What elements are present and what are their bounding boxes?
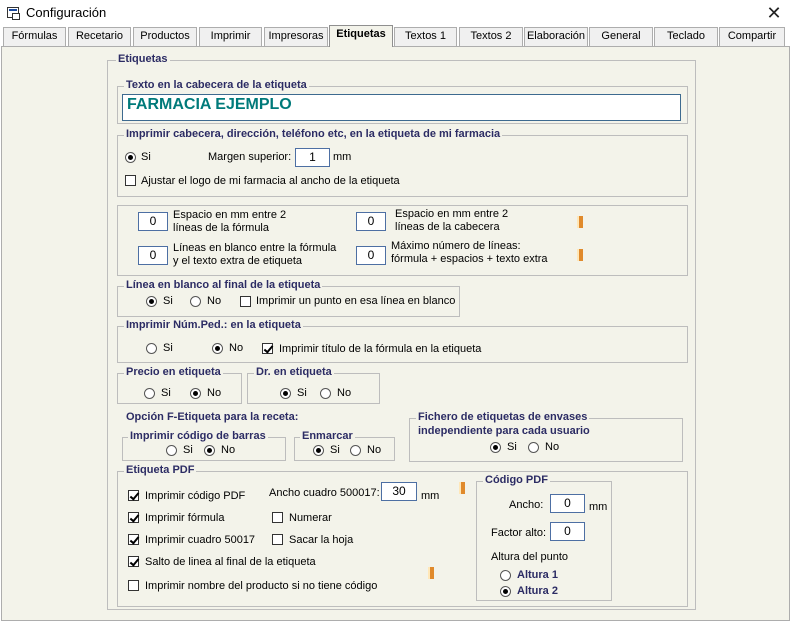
enmarcar-si-radio[interactable] <box>313 445 324 456</box>
numerar-label: Numerar <box>289 512 332 524</box>
tab-compartir[interactable]: Compartir <box>719 27 785 46</box>
app-icon <box>7 7 19 18</box>
linea-blanco-no-label: No <box>207 295 222 307</box>
num-ped-si-radio[interactable] <box>146 343 157 354</box>
tab-recetario[interactable]: Recetario <box>68 27 131 46</box>
linea-blanco-group-title: Línea en blanco al final de la etiqueta <box>126 279 321 291</box>
close-icon[interactable]: ✕ <box>766 3 782 23</box>
dr-si-label: Si <box>297 387 307 399</box>
numerar-checkbox[interactable] <box>272 512 283 523</box>
cabecera-text-input[interactable]: FARMACIA EJEMPLO <box>122 94 681 121</box>
imprimir-titulo-checkbox[interactable] <box>262 343 273 354</box>
fichero-no-label: No <box>545 441 560 453</box>
imprimir-cuadro-checkbox[interactable] <box>128 534 139 545</box>
cabecera-group-title: Texto en la cabecera de la etiqueta <box>126 79 307 91</box>
fichero-si-radio[interactable] <box>490 442 501 453</box>
dr-no-label: No <box>337 387 352 399</box>
enmarcar-no-radio[interactable] <box>350 445 361 456</box>
ancho-cuadro-input[interactable]: 30 <box>381 482 417 501</box>
tab-imprimir[interactable]: Imprimir <box>199 27 262 46</box>
imprimir-punto-checkbox[interactable] <box>240 296 251 307</box>
fichero-title-2: independiente para cada usuario <box>418 425 590 437</box>
lineas-blanco-input[interactable]: 0 <box>138 246 168 265</box>
tab-textos-2[interactable]: Textos 2 <box>459 27 523 46</box>
factor-alto-label: Factor alto: <box>491 527 547 539</box>
num-ped-no-label: No <box>229 342 244 354</box>
lineas-blanco-label-1: Líneas en blanco entre la fórmula <box>173 242 337 254</box>
codigo-pdf-ancho-label: Ancho: <box>509 499 544 511</box>
tab-formulas[interactable]: Fórmulas <box>3 27 66 46</box>
dr-group <box>247 366 380 404</box>
margen-superior-unit: mm <box>333 151 352 163</box>
altura-2-label: Altura 2 <box>517 585 558 597</box>
fichero-no-radio[interactable] <box>528 442 539 453</box>
nombre-producto-label: Imprimir nombre del producto si no tiene código <box>145 580 378 592</box>
linea-blanco-no-radio[interactable] <box>190 296 201 307</box>
sacar-hoja-checkbox[interactable] <box>272 534 283 545</box>
margen-superior-input[interactable]: 1 <box>295 148 330 167</box>
dr-group-title: Dr. en etiqueta <box>256 366 332 378</box>
codigo-pdf-group <box>476 474 612 601</box>
max-lineas-button[interactable] <box>577 249 583 261</box>
espacio-formula-input[interactable]: 0 <box>138 212 168 231</box>
nombre-producto-button[interactable] <box>428 567 434 579</box>
precio-si-label: Si <box>161 387 171 399</box>
tab-general[interactable]: General <box>589 27 653 46</box>
ancho-cuadro-label: Ancho cuadro 500017: <box>269 487 380 499</box>
enmarcar-si-label: Si <box>330 444 340 456</box>
imprimir-titulo-label: Imprimir título de la fórmula en la etiqueta <box>279 343 482 355</box>
imprimir-cabecera-group <box>117 128 688 197</box>
altura-punto-label: Altura del punto <box>491 551 569 563</box>
imprimir-formula-checkbox[interactable] <box>128 512 139 523</box>
imprimir-cabecera-si-label: Si <box>141 151 151 163</box>
salto-linea-checkbox[interactable] <box>128 556 139 567</box>
window-title: Configuración <box>26 5 107 20</box>
imprimir-codigo-pdf-checkbox[interactable] <box>128 490 139 501</box>
fichero-title-1: Fichero de etiquetas de envases <box>418 411 588 423</box>
dr-si-radio[interactable] <box>280 388 291 399</box>
codigo-pdf-ancho-input[interactable]: 0 <box>550 494 585 513</box>
num-ped-group-title: Imprimir Núm.Ped.: en la etiqueta <box>126 319 301 331</box>
opcion-f-title: Opción F-Etiqueta para la receta: <box>126 411 299 423</box>
espacio-formula-label-2: líneas de la fórmula <box>173 222 269 234</box>
max-lineas-label-2: fórmula + espacios + texto extra <box>391 253 548 265</box>
tab-elaboracion[interactable]: Elaboración <box>524 27 588 46</box>
max-lineas-label-1: Máximo número de líneas: <box>391 240 521 252</box>
margen-superior-label: Margen superior: <box>208 151 292 163</box>
imprimir-cabecera-group-title: Imprimir cabecera, dirección, teléfono etc, en la etiqueta de mi farmacia <box>126 128 501 140</box>
precio-no-radio[interactable] <box>190 388 201 399</box>
enmarcar-group-title: Enmarcar <box>302 430 353 442</box>
espacio-cabecera-button[interactable] <box>577 216 583 228</box>
espacio-cabecera-label-2: líneas de la cabecera <box>395 221 500 233</box>
tab-impresoras[interactable]: Impresoras <box>264 27 328 46</box>
espacio-formula-label-1: Espacio en mm entre 2 <box>173 209 287 221</box>
ancho-cuadro-unit: mm <box>421 490 440 502</box>
linea-blanco-si-radio[interactable] <box>146 296 157 307</box>
codigo-barras-si-radio[interactable] <box>166 445 177 456</box>
salto-linea-label: Salto de linea al final de la etiqueta <box>145 556 316 568</box>
altura-1-radio[interactable] <box>500 570 511 581</box>
codigo-barras-group-title: Imprimir código de barras <box>130 430 266 442</box>
codigo-barras-no-label: No <box>221 444 236 456</box>
imprimir-formula-label: Imprimir fórmula <box>145 512 225 524</box>
linea-blanco-si-label: Si <box>163 295 173 307</box>
tab-teclado[interactable]: Teclado <box>654 27 718 46</box>
num-ped-no-radio[interactable] <box>212 343 223 354</box>
fichero-si-label: Si <box>507 441 517 453</box>
etiquetas-group-title: Etiquetas <box>118 53 168 65</box>
tab-productos[interactable]: Productos <box>133 27 197 46</box>
etiqueta-pdf-group-title: Etiqueta PDF <box>126 464 195 476</box>
espacio-cabecera-input[interactable]: 0 <box>356 212 386 231</box>
enmarcar-no-label: No <box>367 444 382 456</box>
codigo-pdf-group-title: Código PDF <box>485 474 548 486</box>
precio-group <box>117 366 242 404</box>
max-lineas-input[interactable]: 0 <box>356 246 386 265</box>
title-bar <box>0 0 791 26</box>
tab-textos-1[interactable]: Textos 1 <box>394 27 457 46</box>
lineas-blanco-label-2: y el texto extra de etiqueta <box>173 255 303 267</box>
codigo-pdf-ancho-unit: mm <box>589 501 608 513</box>
codigo-barras-no-radio[interactable] <box>204 445 215 456</box>
dr-no-radio[interactable] <box>320 388 331 399</box>
imprimir-cuadro-label: Imprimir cuadro 50017 <box>145 534 256 546</box>
precio-no-label: No <box>207 387 222 399</box>
ajustar-logo-checkbox[interactable] <box>125 175 136 186</box>
num-ped-si-label: Si <box>163 342 173 354</box>
imprimir-punto-label: Imprimir un punto en esa línea en blanco <box>256 295 456 307</box>
imprimir-cabecera-si-radio[interactable] <box>125 152 136 163</box>
precio-group-title: Precio en etiqueta <box>126 366 221 378</box>
codigo-barras-si-label: Si <box>183 444 193 456</box>
factor-alto-input[interactable]: 0 <box>550 522 585 541</box>
altura-2-radio[interactable] <box>500 586 511 597</box>
sacar-hoja-label: Sacar la hoja <box>289 534 354 546</box>
altura-1-label: Altura 1 <box>517 569 558 581</box>
imprimir-codigo-pdf-label: Imprimir código PDF <box>145 490 246 502</box>
tab-etiquetas[interactable]: Etiquetas <box>329 25 393 47</box>
precio-si-radio[interactable] <box>144 388 155 399</box>
ajustar-logo-label: Ajustar el logo de mi farmacia al ancho de la etiqueta <box>141 175 400 187</box>
nombre-producto-checkbox[interactable] <box>128 580 139 591</box>
espacio-cabecera-label-1: Espacio en mm entre 2 <box>395 208 509 220</box>
ancho-cuadro-button[interactable] <box>459 482 465 494</box>
